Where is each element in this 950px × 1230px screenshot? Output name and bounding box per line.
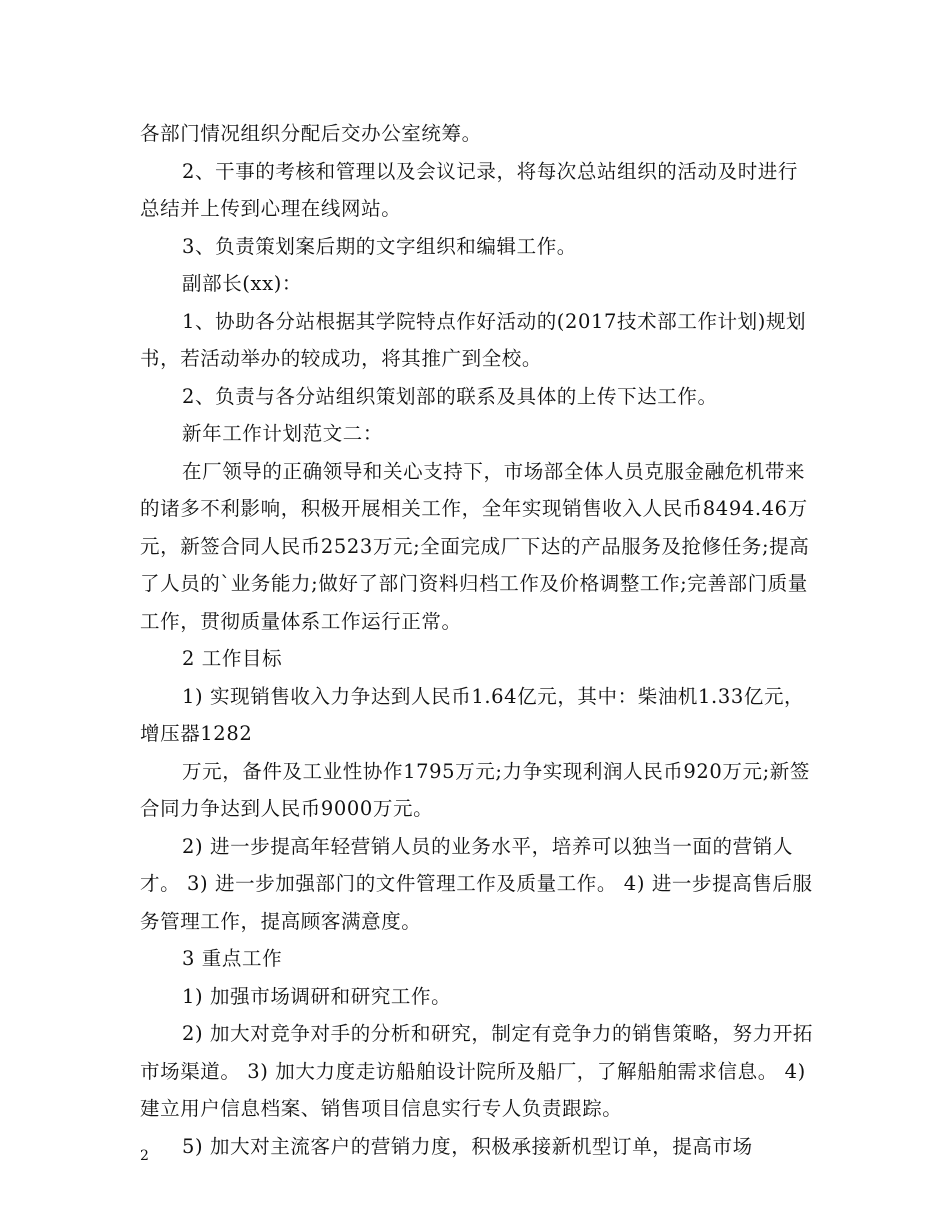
- paragraph-4: 副部长(xx)：: [182, 272, 303, 295]
- paragraph-9: 2 工作目标: [182, 647, 283, 670]
- paragraph-10: 1) 实现销售收入力争达到人民币1.64亿元，其中：柴油机1.33亿元，增压器1282: [140, 684, 805, 745]
- paragraph-2: 2、干事的考核和管理以及会议记录，将每次总站组织的活动及时进行总结并上传到心理在线网站。: [140, 159, 799, 220]
- paragraph-16: 5) 加大对主流客户的营销力度，积极承接新机型订单，提高市场: [182, 1134, 753, 1158]
- paragraph-13: 3 重点工作: [182, 947, 283, 970]
- paragraph-11: 万元，备件及工业性协作1795万元;力争实现利润人民币920万元;新签合同力争达到人民币9000万元。: [140, 759, 810, 820]
- paragraph-15: 2) 加大对竞争对手的分析和研究，制定有竞争力的销售策略，努力开拓市场渠道。 3) 加大力度走访船舶设计院所及船厂，了解船舶需求信息。 4) 建立用户信息档案、销售项目信息实行专人负责跟踪。: [140, 1022, 814, 1120]
- paragraph-8: 在厂领导的正确领导和关心支持下，市场部全体人员克服金融危机带来的诸多不利影响，积极开展相关工作，全年实现销售收入人民币8494.46万元，新签合同人民币2523万元;全面完成厂下达的产品服务及抢修任务;提高了人员的`业务能力;做好了部门资料归档工作及价格调整工作;完善部门质量工作，贯彻质量体系工作运行正常。: [140, 459, 810, 633]
- paragraph-6: 2、负责与各分站组织策划部的联系及具体的上传下达工作。: [182, 384, 718, 408]
- paragraph-12: 2) 进一步提高年轻营销人员的业务水平，培养可以独当一面的营销人才。 3) 进一步加强部门的文件管理工作及质量工作。 4) 进一步提高售后服务管理工作，提高顾客满意度。: [140, 834, 813, 933]
- paragraph-5: 1、协助各分站根据其学院特点作好活动的(2017技术部工作计划)规划书，若活动举办的较成功，将其推广到全校。: [140, 309, 807, 370]
- paragraph-3: 3、负责策划案后期的文字组织和编辑工作。: [182, 234, 577, 258]
- page-number: 2: [140, 1148, 149, 1164]
- paragraph-1: 各部门情况组织分配后交办公室统筹。: [140, 122, 482, 145]
- paragraph-7: 新年工作计划范文二：: [182, 422, 384, 445]
- paragraph-14: 1) 加强市场调研和研究工作。: [182, 984, 452, 1008]
- document-body: [140, 115, 814, 1165]
